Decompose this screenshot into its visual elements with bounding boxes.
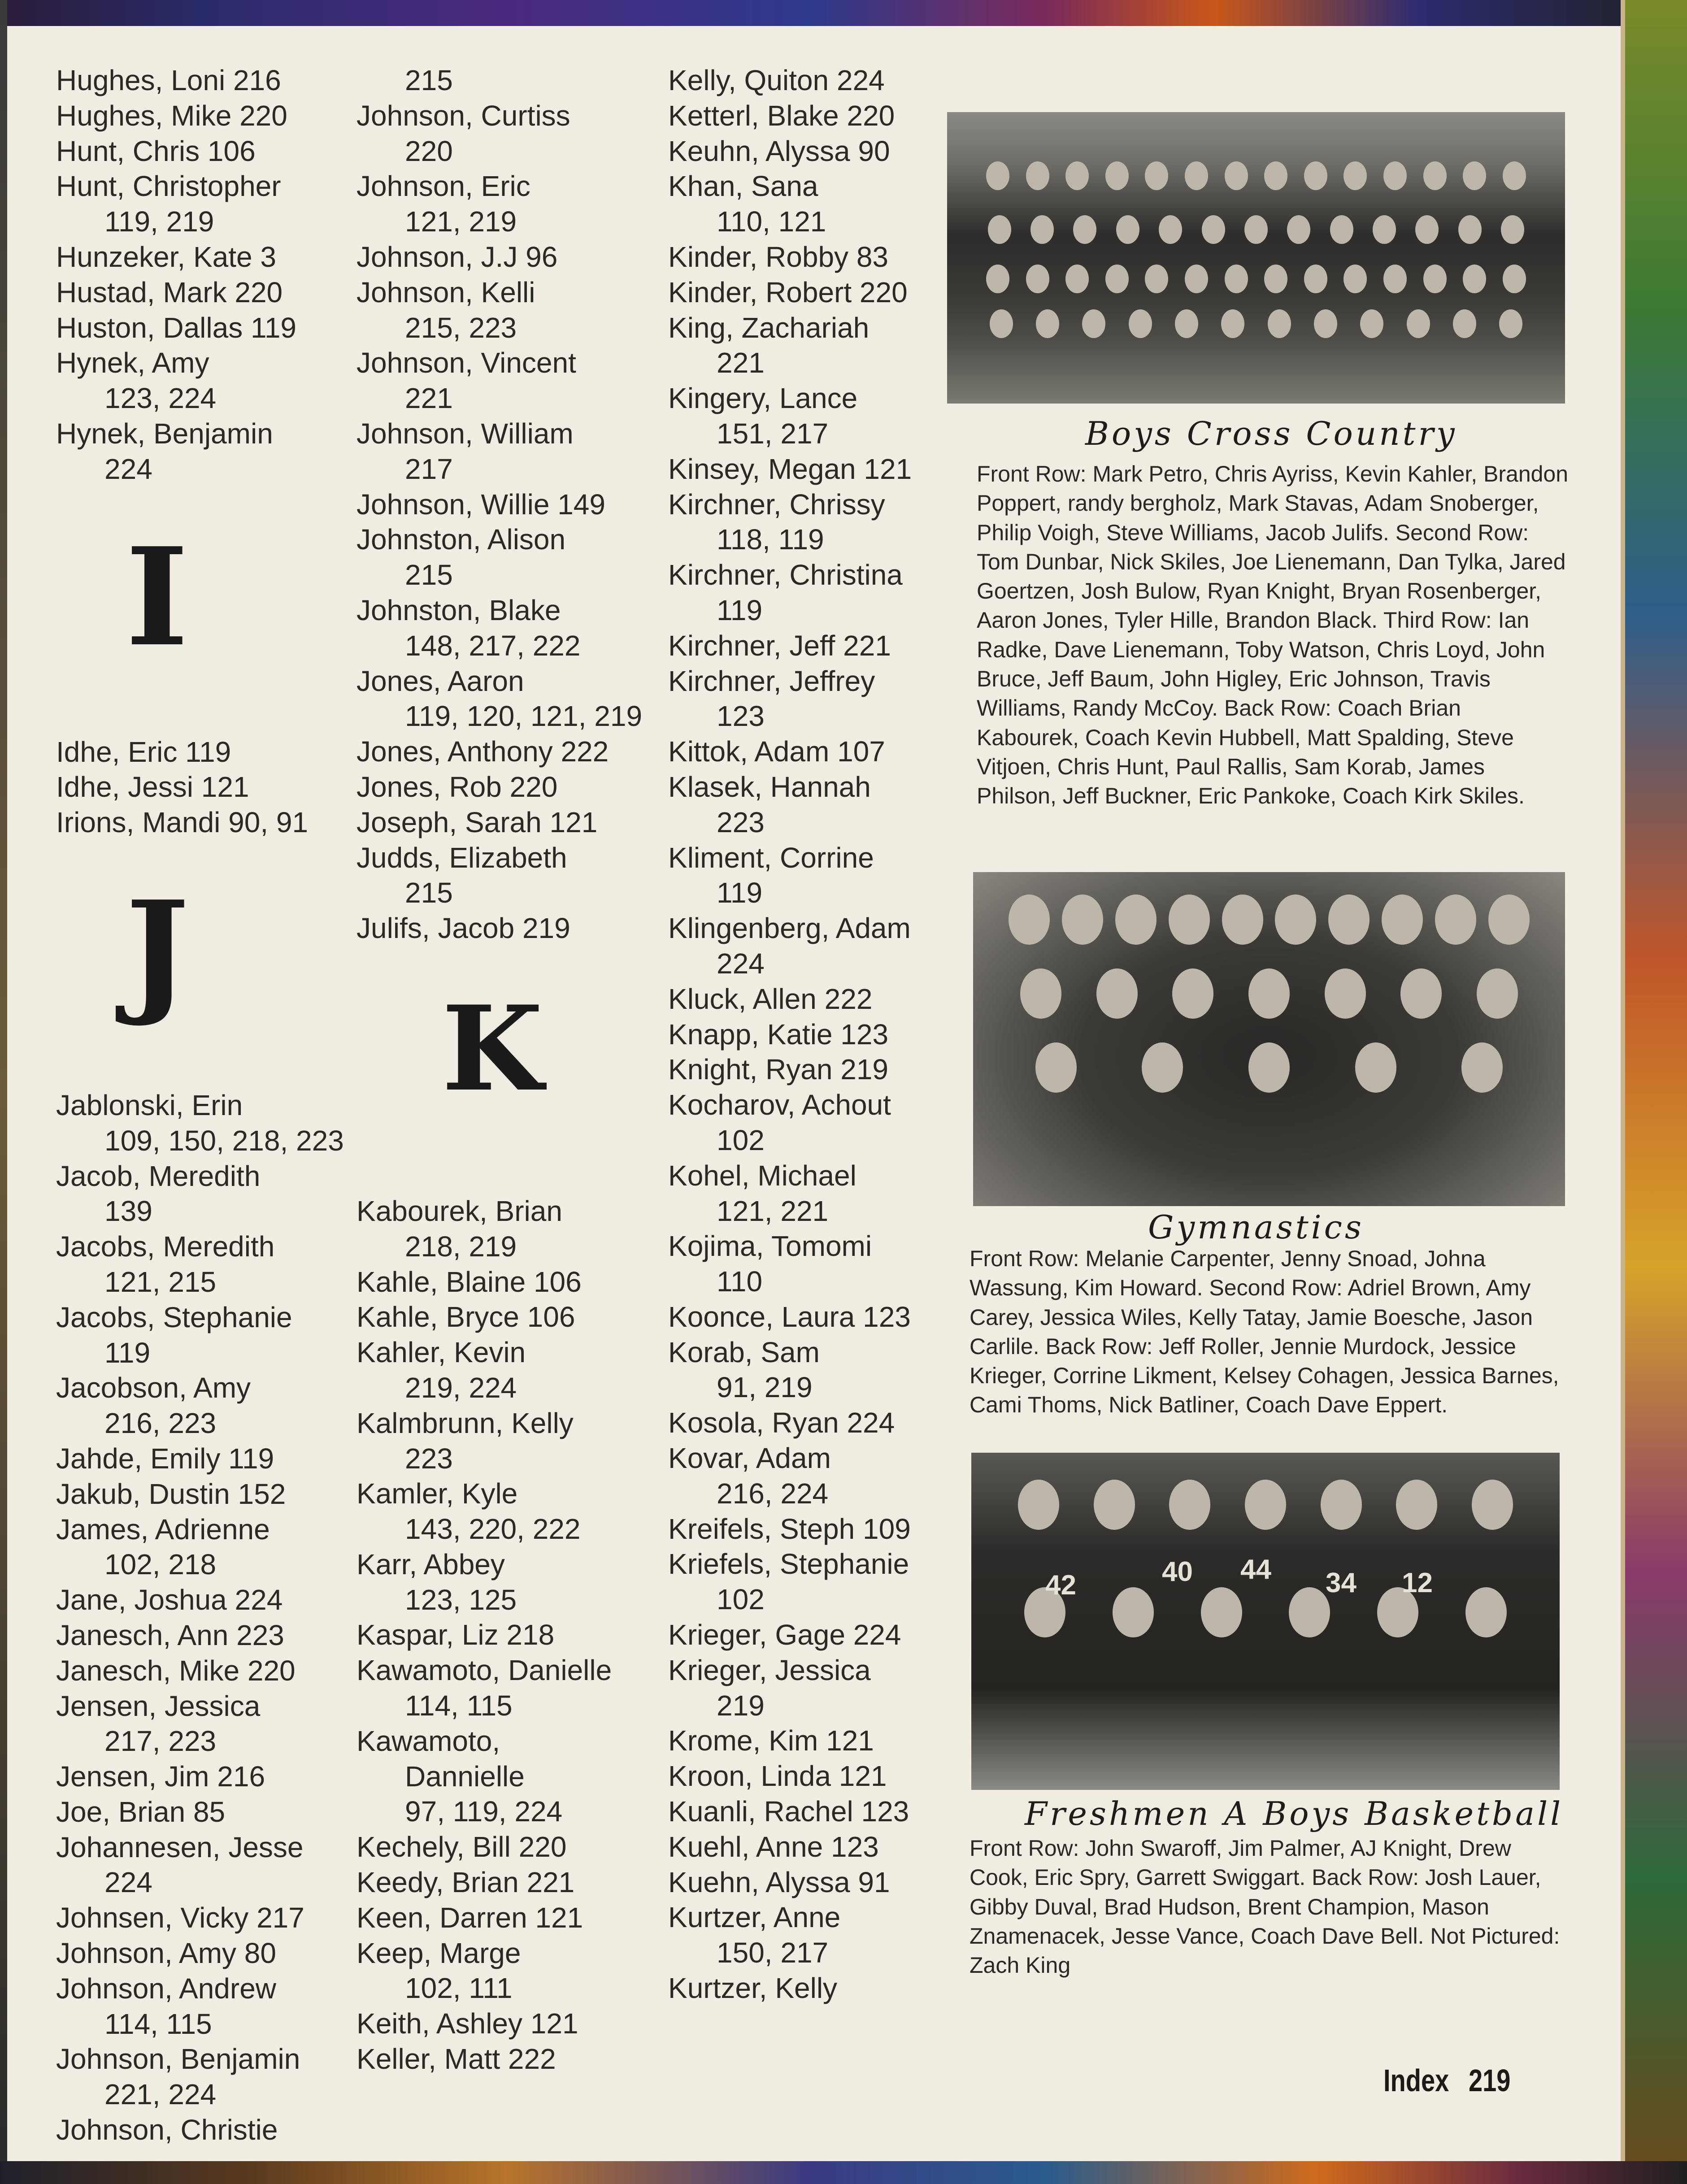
section-letter-j [56,840,325,1088]
index-entry-name: James, Adrienne [56,1513,270,1546]
index-entry [668,1723,955,1758]
index-entry-name: Kirchner, Christina [668,559,903,591]
index-entry-name: Johnson, Christie [56,2114,278,2146]
index-entry [56,63,325,98]
index-entry-pages: 215 [405,559,453,591]
gymnastics-team-photo [973,872,1565,1206]
index-entry-pages: 215 [405,877,453,909]
index-entry [56,1689,325,1759]
index-entry-name: Koonce, Laura 123 [668,1300,911,1333]
index-entry [56,1582,325,1618]
index-entry-name: Kalmbrunn, Kelly [357,1407,574,1439]
index-entry-pages: 91, 219 [717,1371,813,1404]
book-binding-edge [1623,0,1687,2184]
index-entry-pages: 221, 224 [104,2078,217,2111]
index-entry [668,734,955,769]
index-entry [668,1405,955,1441]
index-entry-name: Kurtzer, Anne [668,1901,841,1934]
index-entry-name: Kuehn, Alyssa 91 [668,1866,890,1898]
index-entry-pages: 102 [717,1124,765,1156]
index-entry-name: Krome, Kim 121 [668,1724,874,1757]
index-entry-pages: 123, 125 [405,1583,517,1616]
index-entry-pages: 215 [405,64,453,96]
index-entry [56,1370,325,1441]
index-entry-pages: 224 [104,452,152,485]
jersey-number: 42 [1045,1570,1076,1601]
index-entry-pages: 119 [717,594,763,626]
index-entry [357,840,643,911]
index-entry-name: Kirchner, Jeffrey [668,664,875,697]
basketball-team-photo [971,1453,1560,1790]
index-entry-name: Korab, Sam [668,1336,820,1368]
page-top-border [0,0,1687,26]
index-entry-pages: 102, 111 [405,1972,513,2005]
index-entry-name: Idhe, Eric 119 [56,735,231,768]
index-entry [56,1900,325,1936]
index-entry-name: Kirchner, Jeff 221 [668,629,891,662]
index-entry-name: Keller, Matt 222 [357,2043,556,2075]
index-entry-name: Kocharov, Achout [668,1089,891,1121]
footer-section-label: Index [1383,2063,1449,2098]
index-entry [357,911,643,946]
index-entry-name: Johnson, Amy 80 [56,1937,276,1970]
index-entry [357,664,643,734]
index-entry [357,1476,643,1547]
index-entry [668,769,955,840]
index-entry-pages: 121, 221 [717,1194,829,1227]
index-entry [56,98,325,134]
index-entry [668,239,955,275]
index-entry [357,239,643,275]
gymnastics-caption: Front Row: Melanie Carpenter, Jenny Snoad, Johna Wassung, Kim Howard. Second Row: Adriel Brown, Amy Carey, Jessica Wiles, Kelly Tatay, Jamie Boesche, Jason Carlile. Back Row: Jeff Roller, Jennie Murdock, Jessice Krieger, Corrine Likment, Kelsey Cohagen, Jessica Barnes, Cami Thoms, Nick Batliner, Coach Dave Eppert. [970,1246,1559,1418]
index-entry-pages: 118, 119 [717,523,824,556]
index-entry [357,63,643,98]
index-entry-name: Hunzeker, Kate 3 [56,240,276,273]
index-entry-name: Jones, Rob 220 [357,770,558,803]
index-entry [357,593,643,664]
index-entry [668,1299,955,1335]
index-entry [56,1229,325,1300]
index-entry-pages: 218, 219 [405,1230,517,1263]
basketball-title: Freshmen A Boys Basketball [1025,1795,1564,1832]
index-column-1 [56,63,344,2148]
index-entry [668,1511,955,1547]
index-entry [668,1653,955,1724]
index-entry-pages: 215, 223 [405,311,517,344]
index-entry-pages: 102, 218 [104,1548,217,1581]
section-letter-k [357,946,643,1194]
index-entry-pages: 110 [717,1265,763,1298]
index-entry-name: King, Zachariah [668,311,870,344]
index-entry [668,63,955,98]
index-entry-name: Keep, Marge [357,1937,521,1969]
index-entry [56,345,325,416]
index-entry [357,1900,643,1936]
index-entry [56,310,325,346]
index-entry [668,310,955,381]
cross-country-team-photo [947,112,1565,404]
index-entry [357,1299,643,1335]
index-entry-name: Kabourek, Brian [357,1194,562,1227]
index-entry-pages: 148, 217, 222 [405,629,581,662]
index-entry-pages: 216, 223 [104,1407,217,1440]
index-entry [668,664,955,734]
index-entry-name: Johannesen, Jesse [56,1831,304,1863]
index-entry [668,1900,955,1971]
index-entry [357,2006,643,2041]
index-entry [56,1300,325,1371]
index-entry [56,134,325,169]
index-entry [357,1653,643,1724]
index-entry-pages: Dannielle [405,1760,525,1793]
index-entry [357,1617,643,1653]
index-entry-name: Johnson, William [357,417,574,450]
index-entry [668,134,955,169]
index-entry [668,911,955,981]
index-entry-name: Kittok, Adam 107 [668,735,885,768]
index-entry-name: Hunt, Chris 106 [56,135,256,167]
index-entry-pages: 139 [104,1195,152,1228]
index-entry-name: Jensen, Jim 216 [56,1760,265,1793]
index-entry-pages: 121, 219 [405,205,517,238]
index-entry [56,1971,325,2042]
index-entry [668,1794,955,1829]
index-entry [668,1087,955,1158]
index-entry [668,1617,955,1653]
index-entry-name: Kingery, Lance [668,382,858,415]
index-entry-name: Kelly, Quiton 224 [668,64,885,96]
index-entry-pages: 114, 115 [104,2007,212,2040]
index-entry-name: Kurtzer, Kelly [668,1972,838,2005]
index-entry-name: Joseph, Sarah 121 [357,806,598,838]
index-entry-pages: 123, 224 [104,382,217,415]
index-entry-pages: 121, 215 [104,1265,217,1298]
section-letter-i [56,487,325,734]
index-entry [357,1936,643,2006]
gymnastics-title: Gymnastics [1148,1208,1364,1246]
index-entry-name: Johnston, Blake [357,594,561,626]
index-entry [56,1830,325,1901]
index-entry [668,452,955,487]
cross-country-title: Boys Cross Country [1085,415,1457,452]
index-entry [56,2112,325,2148]
jersey-number: 40 [1162,1556,1193,1587]
index-entry [56,1759,325,1794]
page-number: 219 [1469,2063,1511,2098]
index-entry-name: Jensen, Jessica [56,1689,261,1722]
index-entry [56,805,325,840]
index-entry [668,1052,955,1087]
index-entry-name: Knapp, Katie 123 [668,1018,889,1051]
index-entry-name: Kluck, Allen 222 [668,982,873,1015]
index-entry-name: Johnson, Benjamin [56,2043,300,2075]
index-entry [56,1088,344,1159]
index-entry-name: Kinsey, Megan 121 [668,452,912,485]
index-entry-name: Krieger, Gage 224 [668,1619,901,1651]
index-entry-pages: 123 [717,700,765,733]
index-entry-name: Irions, Mandi 90, 91 [56,806,309,839]
index-entry [56,1441,325,1476]
index-entry [668,1229,955,1299]
index-entry-name: Kriefels, Stephanie [668,1548,909,1580]
index-entry-name: Klingenberg, Adam [668,912,911,945]
index-entry-name: Kohel, Michael [668,1159,857,1192]
index-entry-name: Johnson, Vincent [357,347,576,379]
index-entry-name: Julifs, Jacob 219 [357,912,570,945]
index-entry [56,1159,325,1229]
index-entry-name: Johnson, Willie 149 [357,488,605,521]
index-entry [668,1865,955,1900]
index-entry-pages: 224 [104,1866,152,1899]
index-entry-name: Kirchner, Chrissy [668,488,885,521]
index-entry-pages: 151, 217 [717,417,829,450]
index-entry-pages: 217, 223 [104,1725,217,1758]
index-entry [357,1547,643,1618]
index-entry-name: Johnston, Alison [357,523,566,556]
index-entry-pages: 216, 224 [717,1477,829,1510]
index-entry-name: Joe, Brian 85 [56,1795,226,1828]
index-entry-pages: 119, 120, 121, 219 [405,700,643,733]
index-entry-name: Keuhn, Alyssa 90 [668,135,890,167]
index-entry [357,1335,643,1406]
index-entry-name: Hustad, Mark 220 [56,276,283,308]
index-entry-name: Klasek, Hannah [668,770,871,803]
cross-country-caption: Front Row: Mark Petro, Chris Ayriss, Kevin Kahler, Brandon Poppert, randy bergholz, Mark Stavas, Adam Snoberger, Philip Voigh, Steve Williams, Jacob Julifs. Second Row: Tom Dunbar, Nick Skiles, Joe Lienemann, Dan Tylka, Jared Goertzen, Josh Bulow, Ryan Knight, Bryan Rosenberger, Aaron Jones, Tyler Hille, Brandon Black. Third Row: Ian Radke, Dave Lienemann, Toby Watson, Chris Loyd, John Bruce, Jeff Baum, John Higley, Eric Johnson, Travis Williams, Randy McCoy. Back Row: Coach Brian Kabourek, Coach Kevin Hubbell, Matt Spalding, Steve Vitjoen, Chris Hunt, Paul Rallis, Sam Korab, James Philson, Jeff Buckner, Eric Pankoke, Coach Kirk Skiles. [977,461,1569,809]
index-entry [56,1936,325,1971]
index-entry-name: Kreifels, Steph 109 [668,1512,911,1545]
index-entry-name: Kamler, Kyle [357,1477,518,1510]
section-letter: K [442,980,543,1117]
index-entry [56,734,325,770]
jersey-number: 34 [1326,1567,1357,1598]
index-entry [56,1476,325,1512]
index-entry-name: Jahde, Emily 119 [56,1442,274,1475]
index-entry-name: Johnson, J.J 96 [357,240,558,273]
index-entry-name: Hynek, Benjamin [56,417,273,450]
index-entry-name: Huston, Dallas 119 [56,311,296,344]
index-entry [357,487,643,522]
index-entry [357,98,643,169]
index-entry [668,1829,955,1865]
index-entry-name: Kaspar, Liz 218 [357,1619,555,1651]
index-entry-name: Kahle, Blaine 106 [357,1265,582,1298]
index-entry [668,557,955,628]
index-entry-name: Kinder, Robert 220 [668,276,908,308]
index-column-2 [357,63,643,2077]
index-entry-name: Kliment, Corrine [668,841,874,874]
index-entry [668,381,955,452]
index-entry-name: Hunt, Christopher [56,170,281,203]
index-entry-name: Krieger, Jessica [668,1654,871,1686]
index-entry-pages: 223 [717,806,765,838]
index-entry [56,769,325,805]
jersey-number: 12 [1402,1567,1433,1598]
index-entry-pages: 221 [405,382,453,415]
index-entry [56,416,325,487]
index-entry [668,1158,955,1229]
index-entry [668,628,955,664]
index-entry [357,1406,643,1476]
index-entry-name: Johnson, Curtiss [357,99,570,132]
section-letter: J [126,871,189,1029]
index-entry-pages: 221 [717,347,765,379]
index-entry [668,1971,955,2006]
index-entry-pages: 109, 150, 218, 223 [104,1124,344,1157]
index-entry-name: Kahler, Kevin [357,1336,526,1369]
index-entry [357,1829,643,1865]
index-entry-name: Ketterl, Blake 220 [668,99,895,132]
index-entry [357,805,643,840]
index-entry [668,487,955,558]
index-entry-name: Hughes, Mike 220 [56,99,287,132]
index-entry [357,275,643,346]
index-entry-pages: 219 [717,1689,765,1722]
index-entry [668,840,955,911]
index-entry-pages: 119, 219 [104,205,214,238]
index-entry-pages: 110, 121 [717,205,826,238]
index-entry [56,275,325,310]
index-entry-pages: 217 [405,452,453,485]
page-bottom-border [0,2161,1687,2184]
index-entry-name: Kawamoto, Danielle [357,1654,612,1687]
index-entry-pages: 223 [405,1442,453,1475]
index-entry [56,239,325,275]
index-entry-name: Idhe, Jessi 121 [56,771,249,803]
index-entry [357,169,643,239]
page-left-border [0,0,7,2184]
index-entry-name: Kinder, Robby 83 [668,240,888,273]
index-entry [357,2041,643,2077]
index-entry-name: Kovar, Adam [668,1442,831,1475]
index-entry-name: Jane, Joshua 224 [56,1584,283,1616]
index-entry-name: Hynek, Amy [56,347,209,379]
index-entry [668,1441,955,1511]
index-entry-name: Kechely, Bill 220 [357,1831,567,1863]
index-entry [357,1724,643,1794]
index-entry-name: Johnson, Andrew [56,1972,276,2005]
index-entry-name: Keith, Ashley 121 [357,2007,578,2040]
index-entry-name: Johnson, Eric [357,170,530,203]
index-entry-name: Judds, Elizabeth [357,841,567,874]
index-entry [668,275,955,310]
index-entry-name: Jacobs, Meredith [56,1230,275,1263]
index-entry [56,1794,325,1830]
index-entry [357,1865,643,1900]
index-entry [357,1794,643,1829]
index-entry [668,1017,955,1052]
index-entry-name: Johnson, Kelli [357,276,535,308]
index-entry [357,1264,643,1300]
index-entry-name: Kahle, Bryce 106 [357,1301,575,1333]
index-entry-name: Janesch, Mike 220 [56,1654,296,1687]
index-column-3 [668,63,955,2006]
index-entry-name: Jacobson, Amy [56,1372,251,1404]
basketball-caption: Front Row: John Swaroff, Jim Palmer, AJ Knight, Drew Cook, Eric Spry, Garrett Swiggart. Back Row: Josh Lauer, Gibby Duval, Brad Hudson, Brent Champion, Mason Znamenacek, Jesse Vance, Coach Dave Bell. Not Pictured: Zach King [970,1836,1560,1978]
index-entry [357,345,643,416]
index-entry-pages: 143, 220, 222 [405,1513,581,1546]
index-entry-pages: 114, 115 [405,1689,513,1722]
index-entry [668,1335,955,1406]
index-entry [668,1546,955,1617]
index-entry [357,522,643,593]
index-entry-name: Kawamoto, [357,1724,500,1757]
index-entry-name: Khan, Sana [668,170,818,203]
index-entry [357,416,643,487]
index-entry-name: Kojima, Tomomi [668,1230,872,1263]
index-entry-pages: 220 [405,135,453,167]
index-entry-name: Hughes, Loni 216 [56,64,281,96]
index-entry-name: Kuehl, Anne 123 [668,1830,879,1863]
index-entry [668,1758,955,1794]
index-entry-name: Knight, Ryan 219 [668,1053,888,1086]
index-entry [56,1653,325,1689]
section-letter: I [126,517,189,676]
index-entry-name: Jablonski, Erin [56,1089,243,1121]
index-entry-name: Jakub, Dustin 152 [56,1477,286,1510]
index-entry [668,981,955,1017]
index-entry-name: Karr, Abbey [357,1548,505,1580]
jersey-number: 44 [1240,1554,1271,1585]
index-entry-name: Jones, Anthony 222 [357,735,609,768]
index-entry-pages: 219, 224 [405,1371,517,1404]
index-entry [668,98,955,134]
index-entry [56,1512,325,1583]
index-entry-name: Keedy, Brian 221 [357,1866,575,1899]
index-entry-name: Johnsen, Vicky 217 [56,1902,304,1934]
index-entry-name: Jacob, Meredith [56,1159,261,1192]
index-entry-pages: 97, 119, 224 [405,1795,563,1828]
index-entry-name: Kuanli, Rachel 123 [668,1795,909,1828]
index-entry [668,169,955,239]
index-entry [56,1618,325,1653]
index-entry [357,1194,643,1264]
index-entry-pages: 119 [717,877,763,909]
index-entry-name: Jones, Aaron [357,664,524,697]
index-entry-name: Keen, Darren 121 [357,1901,583,1934]
index-entry [56,169,325,239]
index-entry-name: Kroon, Linda 121 [668,1760,887,1793]
index-entry [56,2041,325,2112]
index-entry-name: Jacobs, Stephanie [56,1301,292,1333]
index-entry [357,769,643,805]
index-entry-pages: 102 [717,1583,765,1616]
index-entry-name: Kosola, Ryan 224 [668,1407,895,1439]
index-entry-pages: 119 [104,1336,151,1369]
index-entry-pages: 150, 217 [717,1937,829,1969]
index-entry-name: Janesch, Ann 223 [56,1619,284,1651]
index-entry-pages: 224 [717,947,765,980]
index-entry [357,734,643,769]
